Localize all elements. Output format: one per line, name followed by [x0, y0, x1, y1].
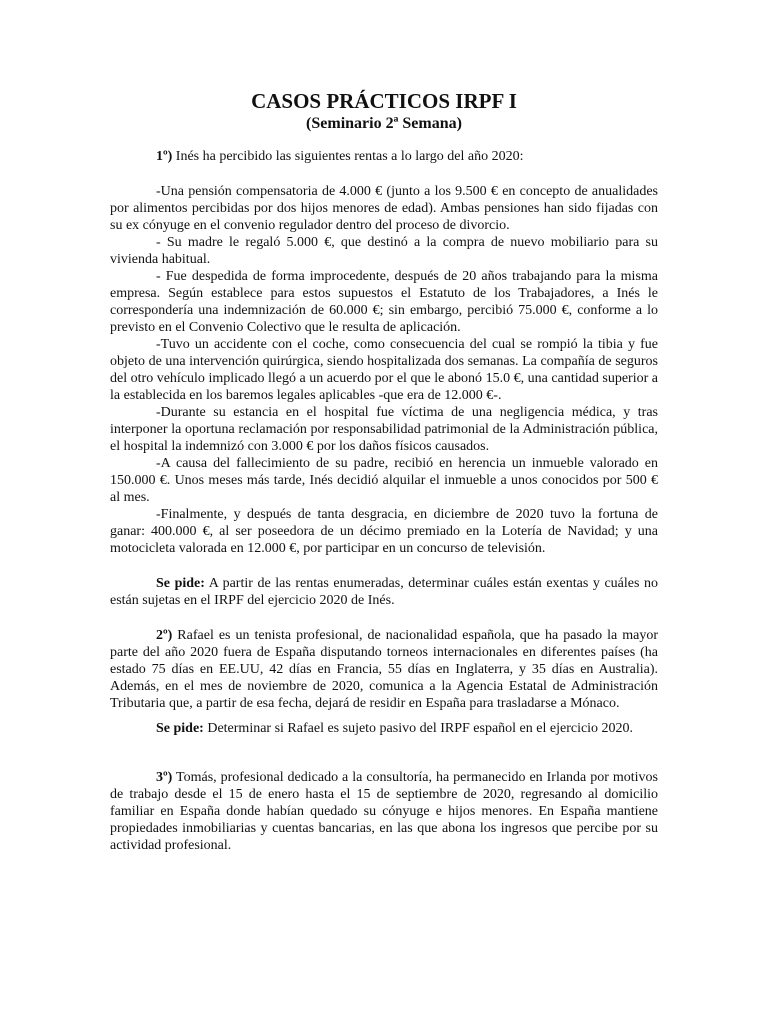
- case1-item-5: -Durante su estancia en el hospital fue víctima de una negligencia médica, y tras interponer la oportuna reclamación por responsabilidad patrimonial de la Administración pública, el hospital la indemnizó con 3.000 € por los daños físicos causados.: [110, 405, 658, 454]
- case2-text: [110, 627, 658, 712]
- case1-intro-text: Inés ha percibido las siguientes rentas a lo largo del año 2020:: [172, 149, 524, 164]
- case3-number: 3º): [156, 770, 173, 785]
- case1-item-7: -Finalmente, y después de tanta desgracia, en diciembre de 2020 tuvo la fortuna de ganar: 400.000 €, al ser poseedora de un décimo premiado en la Lotería de Navidad; y una motocicleta valorada en 12.000 €, por participar en un concurso de televisión.: [110, 507, 658, 556]
- case1-intro: [110, 148, 658, 165]
- case1-item-1: -Una pensión compensatoria de 4.000 € (junto a los 9.500 € en concepto de anualidades por alimentos percibidas por dos hijos menores de edad). Ambas pensiones han sido fijadas con su ex cónyuge en el convenio regulador dentro del proceso de divorcio.: [110, 184, 658, 233]
- case1-ask-text: A partir de las rentas enumeradas, determinar cuáles están exentas y cuáles no están sujetas en el IRPF del ejercicio 2020 de Inés.: [110, 576, 658, 608]
- case2-question: [110, 720, 658, 737]
- case2-ask-text: Determinar si Rafael es sujeto pasivo del IRPF español en el ejercicio 2020.: [203, 721, 634, 736]
- case3-body: Tomás, profesional dedicado a la consultoría, ha permanecido en Irlanda por motivos de trabajo desde el 15 de enero hasta el 15 de septiembre de 2020, regresando al domicilio familiar en España donde habían quedado su cónyuge e hijos menores. En España mantiene propiedades inmobiliarias y cuentas bancarias, en las que abona los ingresos que percibe por su actividad profesional.: [110, 770, 658, 853]
- case3-text: [110, 769, 658, 854]
- case1-item-2: - Su madre le regaló 5.000 €, que destinó a la compra de nuevo mobiliario para su vivienda habitual.: [110, 235, 658, 267]
- case1-number: 1º): [156, 149, 173, 164]
- case1-question: [110, 575, 658, 609]
- case1-item-4: -Tuvo un accidente con el coche, como consecuencia del cual se rompió la tibia y fue objeto de una intervención quirúrgica, siendo hospitalizada dos semanas. La compañía de seguros del otro vehículo implicado llegó a un acuerdo por el que le abonó 15.0 €, una cantidad superior a la establecida en los baremos legales aplicables -que era de 12.000 €-.: [110, 337, 658, 403]
- case2-body: Rafael es un tenista profesional, de nacionalidad española, que ha pasado la mayor parte del año 2020 fuera de España disputando torneos internacionales en diferentes países (ha estado 75 días en EE.UU, 42 días en Francia, 55 días en Inglaterra, y 35 días en Australia). Además, en el mes de noviembre de 2020, comunica a la Agencia Estatal de Administración Tributaria que, a partir de esa fecha, dejará de residir en España para trasladarse a Mónaco.: [110, 628, 658, 711]
- document-subtitle: (Seminario 2ª Semana): [306, 115, 462, 132]
- case1-item-6: -A causa del fallecimiento de su padre, recibió en herencia un inmueble valorado en 150.000 €. Unos meses más tarde, Inés decidió alquilar el inmueble a unos conocidos por 500 € al mes.: [110, 456, 658, 505]
- case2-ask-label: Se pide:: [156, 721, 204, 736]
- case1-ask-label: Se pide:: [156, 576, 205, 591]
- case1-item-3: - Fue despedida de forma improcedente, después de 20 años trabajando para la misma empresa. Según establece para estos supuestos el Estatuto de los Trabajadores, a Inés le correspondería una indemnización de 60.000 €; sin embargo, percibió 75.000 €, conforme a lo previsto en el Convenio Colectivo que le resulta de aplicación.: [110, 269, 658, 335]
- case2-number: 2º): [156, 628, 173, 643]
- document-title: CASOS PRÁCTICOS IRPF I: [251, 89, 517, 113]
